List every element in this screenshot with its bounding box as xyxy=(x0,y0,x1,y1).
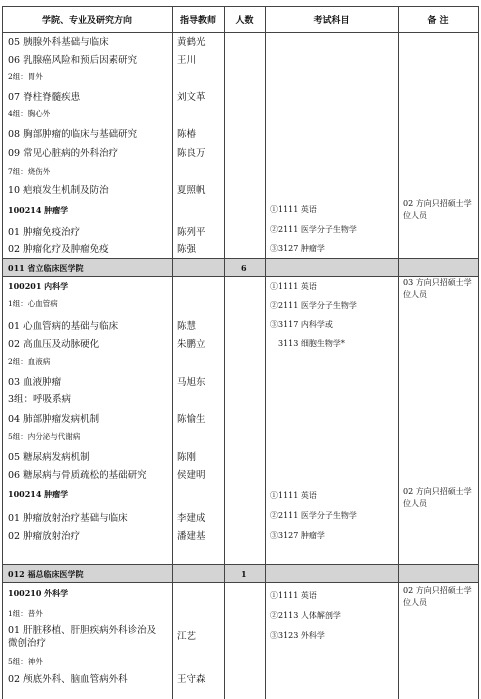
exam-subject: ③3127 肿瘤学 xyxy=(270,531,325,540)
major-heading: 100214 肿瘤学 xyxy=(8,205,69,215)
remark: 03 方向只招硕士学位人员 xyxy=(403,278,472,299)
major-heading: 100214 肿瘤学 xyxy=(8,489,69,499)
advisor: 黄鹤光 xyxy=(177,37,206,48)
direction-07: 07 脊柱脊髓疾患 xyxy=(8,92,81,103)
advisor: 马旭东 xyxy=(177,377,206,388)
exam-subject: ②2111 医学分子生物学 xyxy=(270,301,357,310)
group-label: 2组：血液病 xyxy=(8,357,51,366)
exam-subject: ①1111 英语 xyxy=(270,491,317,500)
group-label: 5组：神外 xyxy=(8,657,43,666)
exam-subject: ①1111 英语 xyxy=(270,205,317,214)
major-heading: 100201 内科学 xyxy=(8,281,69,291)
advisor: 陈愉生 xyxy=(177,414,206,425)
advisor: 陈椿 xyxy=(177,129,197,140)
exam-subject: ②2111 医学分子生物学 xyxy=(270,225,357,234)
direction-05: 05 胰腺外科基础与临床 xyxy=(8,37,109,48)
remark: 02 方向只招硕士学位人员 xyxy=(403,199,472,220)
group-label: 2组：胃外 xyxy=(8,72,43,81)
advisor: 潘建基 xyxy=(177,531,206,542)
exam-subject: ③3117 内科学或 xyxy=(270,320,333,329)
advisor: 陈慧 xyxy=(177,321,197,332)
exam-subject: ③3127 肿瘤学 xyxy=(270,244,325,253)
group-label: 7组：烧伤外 xyxy=(8,167,51,176)
advisor: 陈强 xyxy=(177,244,197,255)
advisor: 朱鹏立 xyxy=(177,339,206,350)
direction-02: 02 颅底外科、脑血管病外科 xyxy=(8,674,128,685)
advisor: 陈列平 xyxy=(177,227,206,238)
college-count-011: 6 xyxy=(241,263,247,273)
band-011-top xyxy=(2,258,479,259)
direction-02: 02 肿瘤放射治疗 xyxy=(8,531,81,542)
header-college: 学院、专业及研究方向 xyxy=(41,15,132,26)
remark: 02 方向只招硕士学位人员 xyxy=(403,487,472,508)
band-012-bottom xyxy=(2,582,479,583)
group-label: 4组：胸心外 xyxy=(8,109,51,118)
col-border-4 xyxy=(398,6,399,699)
exam-subject: ②2111 医学分子生物学 xyxy=(270,511,357,520)
col-border-3 xyxy=(265,6,266,699)
header-bottom-border xyxy=(2,32,479,33)
direction-03: 03 血液肿瘤 xyxy=(8,377,62,388)
college-heading-012: 012 福总临床医学院 xyxy=(8,569,84,579)
group-label: 5组：内分泌与代谢病 xyxy=(8,432,81,441)
direction-01: 01 心血管病的基础与临床 xyxy=(8,321,119,332)
advisor: 王川 xyxy=(177,55,197,66)
advisor: 刘文革 xyxy=(177,92,206,103)
col-border-2 xyxy=(224,6,225,699)
col-border-left xyxy=(2,6,3,699)
direction-01-line1: 01 肝脏移植、肝胆疾病外科诊治及 xyxy=(8,625,157,636)
direction-09: 09 常见心脏病的外科治疗 xyxy=(8,148,119,159)
band-012-top xyxy=(2,564,479,565)
col-border-1 xyxy=(172,6,173,699)
direction-02: 02 肿瘤化疗及肿瘤免疫 xyxy=(8,244,109,255)
header-count: 人数 xyxy=(235,15,254,26)
advisor: 侯建明 xyxy=(177,470,206,481)
direction-05: 05 糖尿病发病机制 xyxy=(8,452,90,463)
major-heading: 100210 外科学 xyxy=(8,588,69,598)
direction-06: 06 糖尿病与骨质疏松的基础研究 xyxy=(8,470,147,481)
direction-01-line2: 微创治疗 xyxy=(8,638,47,649)
exam-subject: 3113 细胞生物学* xyxy=(278,339,345,348)
advisor: 李建成 xyxy=(177,513,206,524)
advisor: 王守森 xyxy=(177,674,206,685)
direction-10: 10 疤痕发生机制及防治 xyxy=(8,185,109,196)
direction-08: 08 胸部肿瘤的临床与基础研究 xyxy=(8,129,138,140)
col-border-right xyxy=(478,6,479,699)
header-exam: 考试科目 xyxy=(313,15,350,26)
advisor: 陈刚 xyxy=(177,452,197,463)
college-count-012: 1 xyxy=(241,569,247,579)
header-remark: 备 注 xyxy=(427,15,449,26)
advisor: 江艺 xyxy=(177,631,197,642)
exam-subject: ①1111 英语 xyxy=(270,282,317,291)
advisor: 夏照帆 xyxy=(177,185,206,196)
direction-01: 01 肿瘤放射治疗基础与临床 xyxy=(8,513,128,524)
direction-06: 06 乳腺癌风险和预后因素研究 xyxy=(8,55,138,66)
group-label: 1组：心血管病 xyxy=(8,299,58,308)
direction-02: 02 高血压及动脉硬化 xyxy=(8,339,100,350)
exam-subject: ②2113 人体解剖学 xyxy=(270,611,341,620)
remark: 02 方向只招硕士学位人员 xyxy=(403,586,472,607)
exam-subject: ③3123 外科学 xyxy=(270,631,325,640)
advisor: 陈良万 xyxy=(177,148,206,159)
college-heading-011: 011 省立临床医学院 xyxy=(8,263,84,273)
direction-01: 01 肿瘤免疫治疗 xyxy=(8,227,81,238)
direction-04: 04 肺部肿瘤发病机制 xyxy=(8,414,100,425)
exam-subject: ①1111 英语 xyxy=(270,591,317,600)
header-advisor: 指导教师 xyxy=(179,15,216,26)
group-label: 3组：呼吸系病 xyxy=(8,394,72,405)
group-label: 1组：普外 xyxy=(8,609,43,618)
